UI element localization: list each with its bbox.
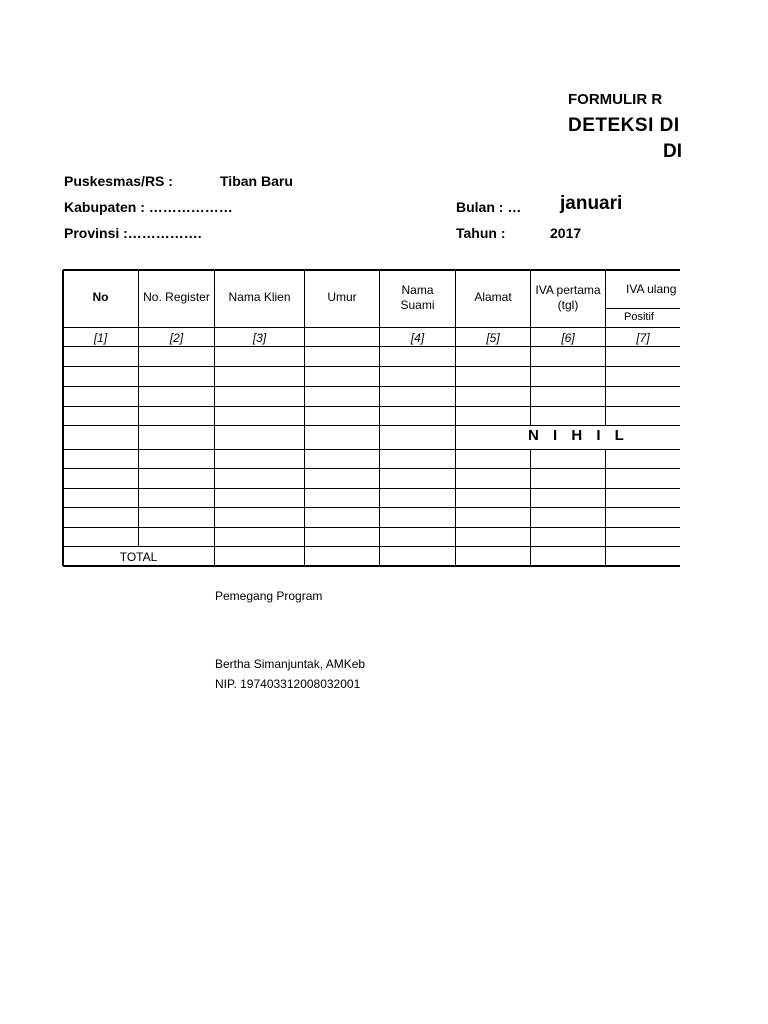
col-number-6: [6] [561, 331, 575, 345]
col-header-positif: Positif [624, 311, 654, 323]
signature-name: Bertha Simanjuntak, AMKeb [215, 657, 366, 671]
total-label: TOTAL [119, 550, 158, 564]
signature-role: Pemegang Program [215, 589, 323, 603]
puskesmas-value: Tiban Baru [220, 173, 293, 189]
bulan-label: Bulan : … [456, 199, 522, 215]
form-title-line1: FORMULIR R [568, 91, 663, 108]
col-header-nama-klien: Nama Klien [228, 290, 291, 304]
col-number-4: [4] [410, 331, 425, 345]
col-header-no: No [92, 290, 109, 304]
nihil-label: N I H I L [528, 427, 629, 444]
tahun-value: 2017 [550, 225, 582, 241]
col-header-nama-suami-line1: Nama [401, 283, 434, 297]
form-title-line3: DI [663, 141, 682, 162]
col-number-3: [3] [252, 331, 267, 345]
kabupaten-label: Kabupaten : ……………… [64, 199, 233, 215]
col-header-alamat: Alamat [474, 290, 512, 304]
col-number-7: [7] [636, 331, 650, 345]
form-title-line2: DETEKSI DI [568, 115, 680, 136]
table-gridlines [62, 269, 680, 567]
col-header-nama-suami-line2: Suami [400, 298, 435, 312]
col-header-iva-pertama-line2: (tgl) [557, 298, 579, 312]
puskesmas-label: Puskesmas/RS : [64, 173, 173, 189]
col-number-1: [1] [93, 331, 108, 345]
col-header-no-register: No. Register [143, 290, 210, 304]
bulan-value: januari [560, 193, 623, 214]
report-table [62, 269, 680, 567]
col-number-2: [2] [169, 331, 184, 345]
col-header-umur: Umur [327, 290, 357, 304]
provinsi-label: Provinsi :……………. [64, 225, 202, 241]
col-header-iva-ulang: IVA ulang [626, 282, 677, 296]
col-header-iva-pertama-line1: IVA pertama [535, 283, 601, 297]
col-number-5: [5] [486, 331, 500, 345]
tahun-label: Tahun : [456, 225, 506, 241]
signature-nip: NIP. 197403312008032001 [215, 677, 361, 691]
